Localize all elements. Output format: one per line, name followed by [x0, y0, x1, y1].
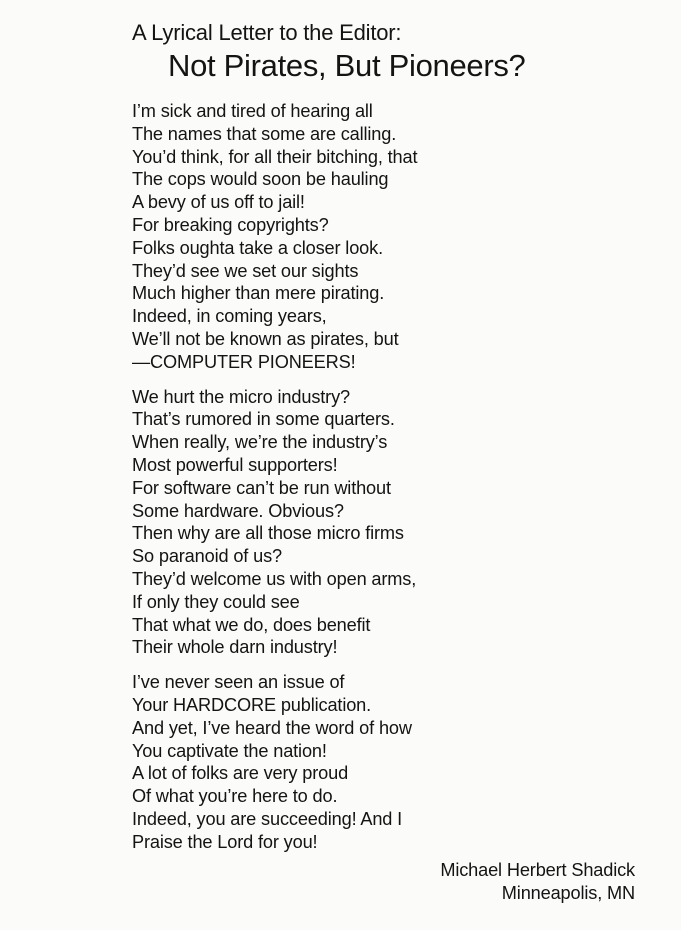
stanza: [132, 100, 652, 374]
poem-line: And yet, I’ve heard the word of how: [132, 717, 412, 738]
poem-line: That’s rumored in some quarters.: [132, 409, 395, 430]
poem-line: I’ve never seen an issue of: [132, 672, 345, 693]
poem-line: Your HARDCORE publication.: [132, 694, 372, 715]
poem-line: Praise the Lord for you!: [132, 831, 318, 852]
poem-line: You captivate the nation!: [132, 740, 327, 761]
signature-block: [440, 859, 635, 905]
poem-line: You’d think, for all their bitching, that: [132, 146, 418, 167]
poem-line: We’ll not be known as pirates, but: [132, 328, 399, 349]
poem-line: A lot of folks are very proud: [132, 763, 349, 784]
poem-line: If only they could see: [132, 591, 300, 612]
poem-line: So paranoid of us?: [132, 546, 282, 567]
poem-line: —COMPUTER PIONEERS!: [132, 351, 356, 372]
author-location: Minneapolis, MN: [501, 883, 635, 903]
poem-line: Indeed, you are succeeding! And I: [132, 808, 403, 829]
page-title: Not Pirates, But Pioneers?: [168, 48, 526, 83]
poem-body: [132, 100, 652, 866]
poem-line: For software can’t be run without: [132, 477, 391, 498]
poem-line: Then why are all those micro firms: [132, 523, 404, 544]
poem-line: A bevy of us off to jail!: [132, 192, 305, 213]
poem-line: Of what you’re here to do.: [132, 786, 338, 807]
poem-line: Much higher than mere pirating.: [132, 283, 385, 304]
poem-line: The names that some are calling.: [132, 123, 397, 144]
poem-line: I’m sick and tired of hearing all: [132, 101, 373, 121]
poem-line: When really, we’re the industry’s: [132, 432, 388, 453]
poem-line: Folks oughta take a closer look.: [132, 237, 383, 258]
poem-line: They’d welcome us with open arms,: [132, 568, 417, 589]
poem-line: For breaking copyrights?: [132, 214, 329, 235]
poem-line: Their whole darn industry!: [132, 637, 338, 658]
stanza: [132, 386, 652, 660]
poem-line: Most powerful supporters!: [132, 454, 338, 475]
poem-line: We hurt the micro industry?: [132, 386, 350, 407]
kicker-heading: A Lyrical Letter to the Editor:: [132, 20, 402, 45]
poem-line: Indeed, in coming years,: [132, 306, 327, 327]
poem-line: They’d see we set our sights: [132, 260, 359, 281]
poem-line: That what we do, does benefit: [132, 614, 371, 635]
poem-line: The cops would soon be hauling: [132, 169, 389, 190]
author-name: Michael Herbert Shadick: [440, 860, 635, 880]
stanza: [132, 671, 652, 853]
poem-line: Some hardware. Obvious?: [132, 500, 344, 521]
